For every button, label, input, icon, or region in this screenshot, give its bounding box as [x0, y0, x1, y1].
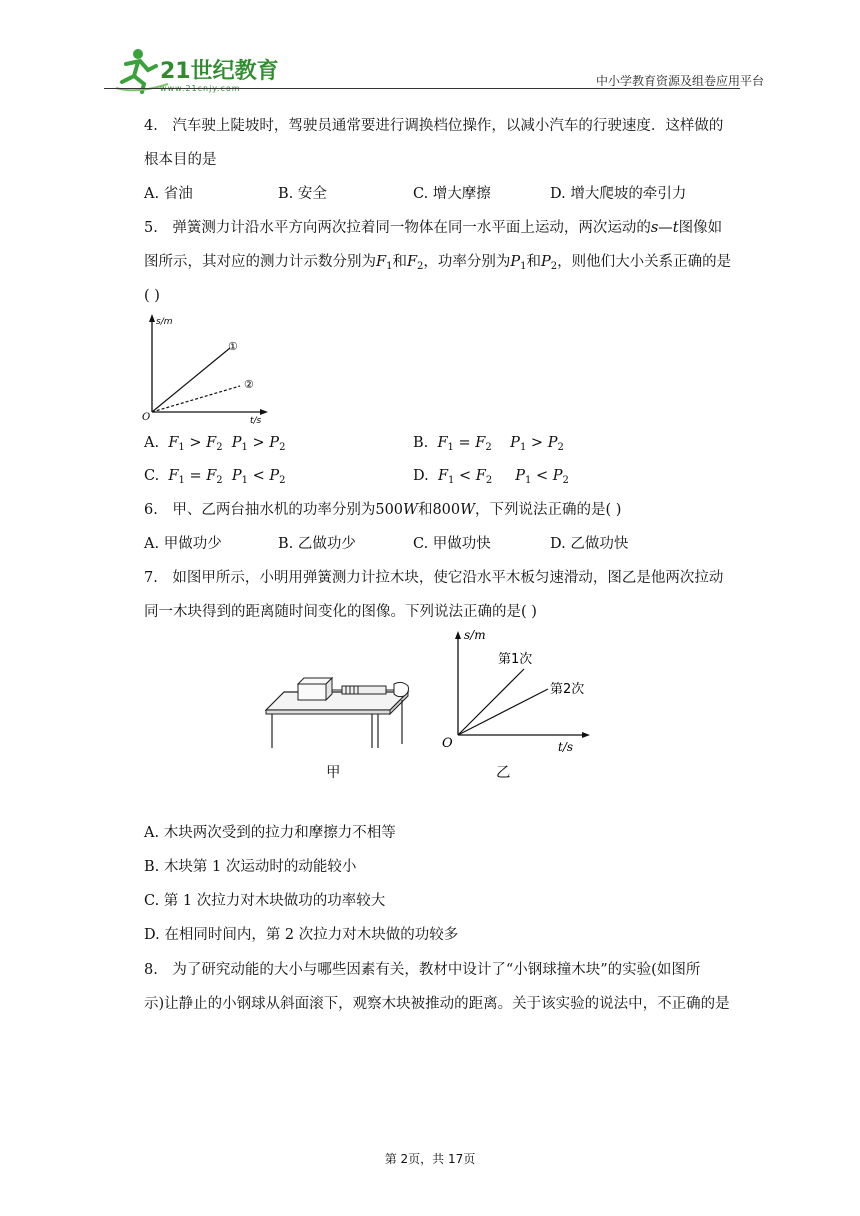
platform-name: 中小学教育资源及组卷应用平台: [595, 74, 764, 88]
q6-stem: 6. 甲、乙两台抽水机的功率分别为500W和800W，下列说法正确的是( ): [144, 502, 622, 518]
q7-x-axis-label: t/s: [558, 740, 574, 754]
q5-option-c: C. $F_1 = F_2$ $P_1 < P_2$: [144, 468, 286, 486]
q5-stem-line2: 图所示，其对应的测力计示数分别为$F_1$和$F_2$，功率分别为$P_1$和$P_2$，则他们大小关系正确的是: [144, 254, 732, 272]
hand-icon: [394, 682, 409, 696]
q5-line-2: [152, 386, 240, 412]
q5-y-axis-label: s/m: [156, 317, 173, 327]
q5-option-d: D. $F_1 < F_2$ $P_1 < P_2$: [413, 468, 569, 486]
q4-stem-line2: 根本目的是: [144, 152, 217, 168]
spring-scale-icon: [342, 686, 394, 694]
q5-option-a: A. $F_1 > F_2$ $P_1 > P_2$: [144, 435, 286, 453]
page-number: 第 2页，共 17页: [384, 1152, 476, 1166]
q4-option-c: C. 增大摩擦: [413, 186, 491, 202]
q6-option-b: B. 乙做功少: [278, 536, 356, 552]
q7-origin-label: O: [442, 736, 453, 751]
q7-stem-line1: 7. 如图甲所示，小明用弹簧测力计拉木块，使它沿水平木板匀速滑动，图乙是他两次拉动: [144, 570, 724, 586]
q5-line-1-label: ①: [228, 340, 238, 353]
q7-line-2: [458, 689, 548, 735]
q7-option-c: C. 第 1 次拉力对木块做功的功率较大: [144, 893, 386, 909]
q5-origin-label: O: [142, 412, 151, 423]
q5-st-graph: [140, 312, 270, 424]
q5-line-2-label: ②: [244, 378, 254, 391]
header-divider: [104, 88, 740, 89]
q7-line-2-label: 第2次: [550, 682, 585, 697]
q5-stem-line3: ( ): [144, 288, 160, 304]
q7-fig-right-label: 乙: [496, 765, 511, 781]
q6-option-d: D. 乙做功快: [550, 536, 629, 552]
q7-option-a: A. 木块两次受到的拉力和摩擦力不相等: [144, 825, 396, 841]
q8-stem-line2: 示)让静止的小钢球从斜面滚下，观察木块被推动的距离。关于该实验的说法中，不正确的是: [144, 996, 730, 1012]
q6-option-a: A. 甲做功少: [144, 536, 222, 552]
q7-apparatus-figure: [262, 670, 412, 750]
q5-line-1: [152, 348, 230, 412]
wooden-block-icon: [298, 678, 332, 700]
q7-st-graph: [436, 625, 596, 755]
q7-y-axis-label: s/m: [464, 628, 486, 642]
q7-fig-left-label: 甲: [326, 765, 341, 781]
q7-option-b: B. 木块第 1 次运动时的动能较小: [144, 859, 357, 875]
q7-line-1-label: 第1次: [498, 652, 533, 667]
q4-option-a: A. 省油: [144, 186, 193, 202]
page-header: [0, 0, 860, 100]
q5-x-axis-label: t/s: [250, 416, 262, 424]
q4-stem-line1: 4. 汽车驶上陡坡时，驾驶员通常要进行调换档位操作，以减小汽车的行驶速度．这样做的: [144, 118, 724, 134]
q5-stem-line1: 5. 弹簧测力计沿水平方向两次拉着同一物体在同一水平面上运动，两次运动的s—t图像如: [144, 220, 723, 236]
svg-text:21世纪教育: 21世纪教育: [160, 59, 279, 84]
q7-line-1: [458, 669, 524, 735]
q7-stem-line2: 同一木块得到的距离随时间变化的图像。下列说法正确的是( ): [144, 604, 537, 620]
q6-option-c: C. 甲做功快: [413, 536, 491, 552]
q7-option-d: D. 在相同时间内，第 2 次拉力对木块做的功较多: [144, 927, 459, 943]
q8-stem-line1: 8. 为了研究动能的大小与哪些因素有关，教材中设计了“小钢球撞木块”的实验(如图所: [144, 962, 701, 978]
q4-option-b: B. 安全: [278, 186, 327, 202]
q4-option-d: D. 增大爬坡的牵引力: [550, 186, 687, 202]
q5-option-b: B. $F_1 = F_2$ $P_1 > P_2$: [413, 435, 564, 453]
